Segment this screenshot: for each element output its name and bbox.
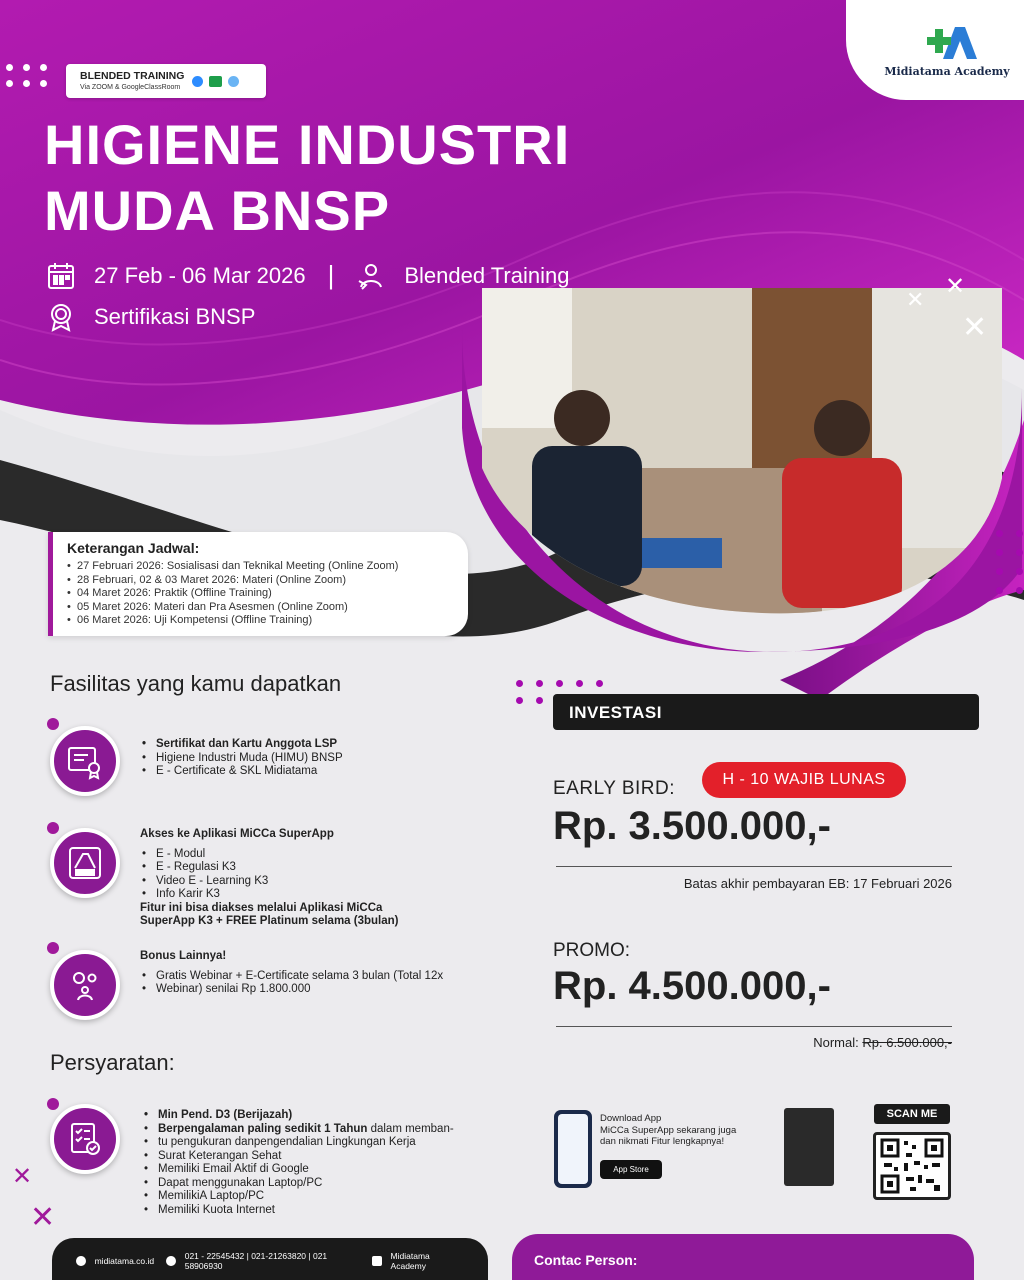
phone-mockup (554, 1110, 592, 1188)
requirement-item: • Surat Keterangan Sehat (142, 1150, 454, 1164)
decorative-x: ✕ (30, 1200, 56, 1235)
decorative-dot (47, 718, 59, 730)
facility-group-title: Bonus Lainnya! (140, 950, 227, 962)
app-store-button[interactable]: App Store (600, 1160, 662, 1179)
divider (556, 866, 952, 867)
decorative-x: ✕ (906, 288, 925, 313)
requirement-item: • Memiliki Email Aktif di Google (142, 1163, 454, 1177)
decorative-dot (47, 822, 59, 834)
blended-training-badge (66, 64, 266, 98)
gears-icon (66, 966, 104, 1004)
requirement-item: • Dapat menggunakan Laptop/PC (142, 1177, 454, 1191)
facility-item: • E - Modul (140, 848, 399, 862)
facility-icon-bonus (50, 950, 120, 1020)
deadline-badge: H - 10 WAJIB LUNAS (702, 762, 906, 798)
requirements-icon (50, 1104, 120, 1174)
facility-group-1 (140, 738, 343, 779)
facilities-heading: Fasilitas yang kamu dapatkan (50, 671, 342, 696)
training-photo (462, 268, 1022, 652)
certification-label: Sertifikasi BNSP (94, 304, 256, 329)
brand-logo (846, 0, 1024, 100)
normal-price-value: Rp. 6.500.000,- (862, 1035, 952, 1050)
title-line-2: MUDA BNSP (44, 179, 391, 242)
badge-title: BLENDED TRAINING (80, 70, 185, 83)
promo-label: PROMO: (553, 940, 631, 961)
decorative-x: ✕ (962, 310, 988, 345)
decorative-dots (996, 530, 1024, 594)
decorative-x: ✕ (945, 272, 966, 300)
checklist-icon (66, 1120, 104, 1158)
decorative-dot (47, 942, 59, 954)
youtube-icon (372, 1256, 382, 1266)
calendar-icon (46, 261, 76, 291)
facility-item: • E - Certificate & SKL Midiatama (140, 765, 343, 779)
youtube-channel[interactable]: Midiatama Academy (390, 1251, 430, 1271)
logo-text: Midiatama Academy (884, 64, 1010, 78)
divider (556, 1026, 952, 1027)
schedule-item: • 04 Maret 2026: Praktik (Offline Training) (67, 587, 468, 601)
normal-price: Normal: Rp. 6.500.000,- (813, 1035, 952, 1050)
badge-subtitle: Via ZOOM & GoogleClassRoom (80, 83, 181, 91)
certificate-icon (66, 742, 104, 780)
facility-group-3 (140, 950, 443, 997)
schedule-item: • 06 Maret 2026: Uji Kompetensi (Offline Training) (67, 614, 468, 628)
micca-app-icon (66, 844, 104, 882)
requirement-item: • Memiliki Kuota Internet (142, 1204, 454, 1218)
facility-item: • Video E - Learning K3 (140, 875, 399, 889)
early-bird-label: EARLY BIRD: (553, 778, 676, 799)
schedule-item: • 27 Februari 2026: Sosialisasi dan Teknikal Meeting (Online Zoom) (67, 560, 468, 574)
facility-item: • Gratis Webinar + E-Certificate selama 3 bulan (Total 12x (140, 970, 443, 984)
award-icon (46, 302, 76, 332)
info-row-cert (46, 302, 255, 332)
early-bird-price: Rp. 3.500.000,- (553, 804, 831, 848)
decorative-dots (6, 64, 48, 87)
classroom-icon (209, 76, 222, 87)
event-date: 27 Feb - 06 Mar 2026 (94, 262, 306, 288)
requirement-item: • MemilikiA Laptop/PC (142, 1190, 454, 1204)
member-card-image (784, 1108, 834, 1186)
qr-code[interactable] (873, 1132, 951, 1200)
scan-me-label: SCAN ME (874, 1104, 950, 1124)
page-title (44, 112, 570, 244)
facility-item: • Sertifikat dan Kartu Anggota LSP (140, 738, 343, 752)
training-mode: Blended Training (404, 262, 570, 288)
facility-icon-app (50, 828, 120, 898)
facility-note: Fitur ini bisa diakses melalui Aplikasi MiCCa (140, 901, 383, 914)
requirements-heading: Persyaratan: (50, 1050, 175, 1075)
info-separator: | (327, 260, 335, 290)
contact-person-bar: Contac Person: (512, 1234, 974, 1280)
early-bird-deadline: Batas akhir pembayaran EB: 17 Februari 2026 (683, 876, 952, 891)
schedule-item: • 28 Februari, 02 & 03 Maret 2026: Materi (Online Zoom) (67, 574, 468, 588)
training-icon (356, 261, 386, 291)
meet-icon (228, 76, 239, 87)
schedule-title: Keterangan Jadwal: (67, 540, 200, 556)
facility-item-cont: • Higiene Industri Muda (HIMU) BNSP (140, 752, 343, 766)
midiatama-logo-icon (917, 23, 977, 63)
phone-numbers: 021 - 22545432 | 021-21263820 | 021 58906930 (184, 1251, 328, 1271)
facility-note: SuperApp K3 + FREE Platinum selama (3bulan) (140, 915, 399, 927)
globe-icon (76, 1256, 86, 1266)
facility-item: • E - Regulasi K3 (140, 861, 399, 875)
facility-item-cont: • Webinar) senilai Rp 1.800.000 (140, 983, 443, 997)
decorative-dot (47, 1098, 59, 1110)
requirements-list (142, 1109, 454, 1217)
website-link[interactable]: midiatama.co.id (94, 1256, 155, 1266)
facility-group-2 (140, 828, 399, 929)
app-promo-text: Download App MiCCa SuperApp sekarang juga dan nikmati Fitur lengkapnya! (600, 1113, 737, 1147)
facility-item: • Info Karir K3 (140, 888, 399, 902)
footer-contact-bar (52, 1238, 488, 1280)
requirement-item-cont: • tu pengukuran danpengendalian Lingkungan Kerja (142, 1136, 454, 1150)
investment-header: INVESTASI (553, 694, 979, 730)
title-line-1: HIGIENE INDUSTRI (44, 113, 571, 176)
decorative-x: ✕ (12, 1162, 33, 1190)
zoom-icon (192, 76, 203, 87)
promo-price: Rp. 4.500.000,- (553, 964, 831, 1008)
facility-group-title: Akses ke Aplikasi MiCCa SuperApp (140, 828, 334, 840)
facility-icon-certificate (50, 726, 120, 796)
requirement-item: • Berpengalaman paling sedikit 1 Tahun dalam memban- (142, 1123, 454, 1137)
requirement-item: • Min Pend. D3 (Berijazah) (142, 1109, 454, 1123)
schedule-item: • 05 Maret 2026: Materi dan Pra Asesmen (Online Zoom) (67, 601, 468, 615)
phone-icon (166, 1256, 176, 1266)
schedule-card (48, 532, 468, 636)
